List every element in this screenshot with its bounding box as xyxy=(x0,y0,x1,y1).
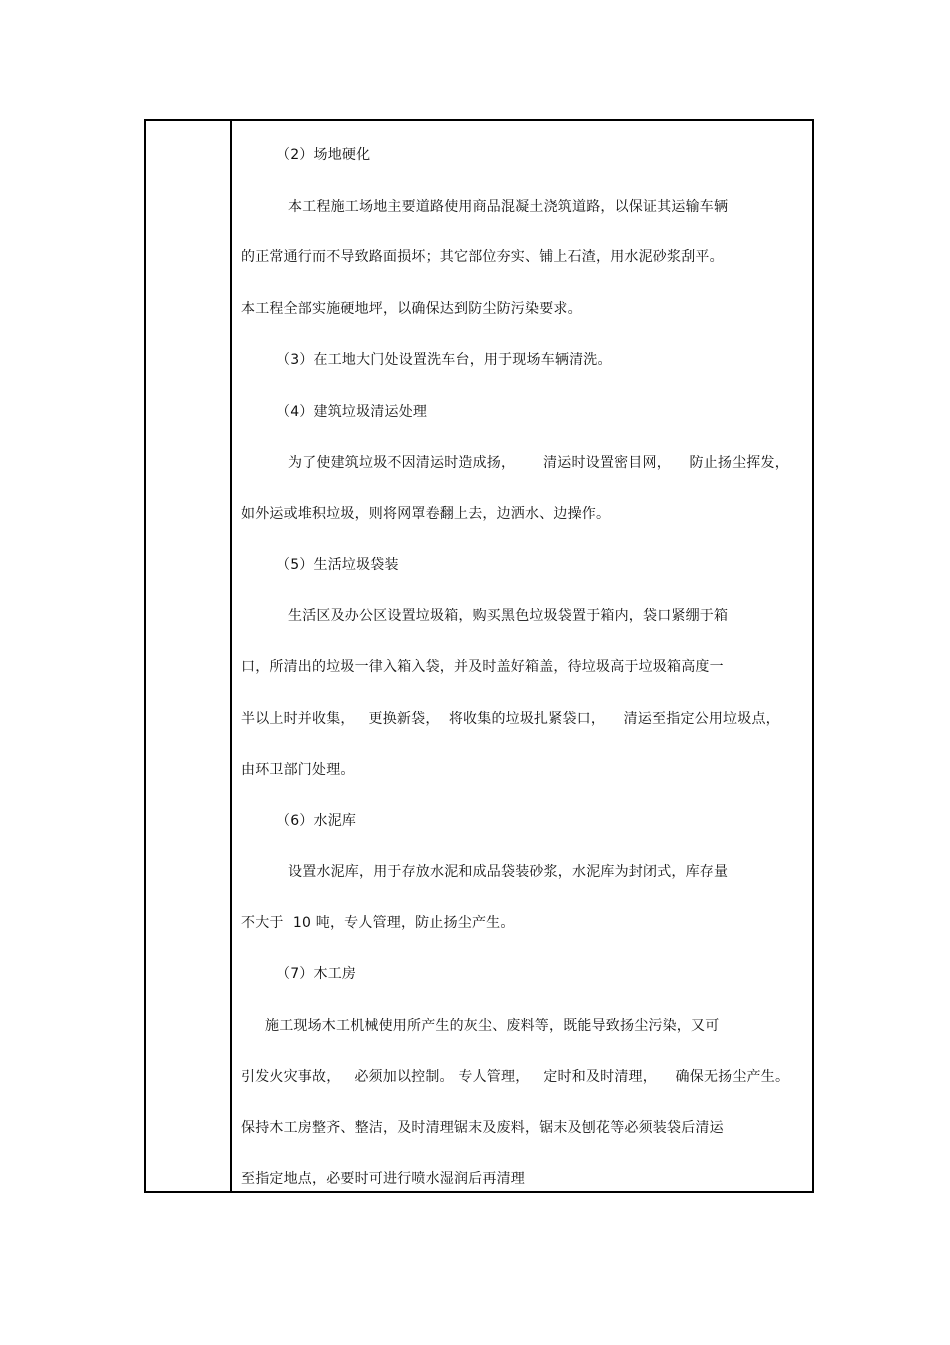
paragraph-line: 设置水泥库，用于存放水泥和成品袋装砂浆，水泥库为封闭式，库存量 xyxy=(288,864,729,880)
section-heading-construction-waste: （4）建筑垃圾清运处理 xyxy=(276,404,428,420)
paragraph-line: 引发火灾事故， 必须加以控制。 专人管理， 定时和及时清理， 确保无扬尘产生。 xyxy=(241,1069,790,1085)
section-heading-car-wash: （3）在工地大门处设置洗车台，用于现场车辆清洗。 xyxy=(276,352,612,368)
paragraph-line: 本工程全部实施硬地坪，以确保达到防尘防污染要求。 xyxy=(241,301,582,317)
paragraph-line: 至指定地点，必要时可进行喷水湿润后再清理 xyxy=(241,1171,525,1187)
paragraph-line: 保持木工房整齐、整洁，及时清理锯末及废料，锯末及刨花等必须装袋后清运 xyxy=(241,1120,724,1136)
paragraph-line: 口，所清出的垃圾一律入箱入袋，并及时盖好箱盖，待垃圾高于垃圾箱高度一 xyxy=(241,659,724,675)
paragraph-line: 半以上时并收集， 更换新袋， 将收集的垃圾扎紧袋口， 清运至指定公用垃圾点， xyxy=(241,711,780,727)
paragraph-line: 由环卫部门处理。 xyxy=(241,762,355,778)
paragraph-line: 不大于 10 吨，专人管理，防止扬尘产生。 xyxy=(241,915,515,931)
paragraph-line: 施工现场木工机械使用所产生的灰尘、废料等，既能导致扬尘污染，又可 xyxy=(265,1018,720,1034)
paragraph-line: 为了使建筑垃圾不因清运时造成扬， 清运时设置密目网， 防止扬尘挥发， xyxy=(288,455,789,471)
section-heading-site-hardening: （2）场地硬化 xyxy=(276,147,371,163)
table-content-cell xyxy=(232,121,812,1191)
paragraph-line: 生活区及办公区设置垃圾箱，购买黑色垃圾袋置于箱内，袋口紧绷于箱 xyxy=(288,608,729,624)
paragraph-line: 的正常通行而不导致路面损坏；其它部位夯实、铺上石渣，用水泥砂浆刮平。 xyxy=(241,249,724,265)
section-heading-cement-store: （6）水泥库 xyxy=(276,813,357,829)
section-heading-carpentry-room: （7）木工房 xyxy=(276,966,357,982)
section-heading-household-waste: （5）生活垃圾袋装 xyxy=(276,557,399,573)
content-table xyxy=(144,119,814,1193)
paragraph-line: 如外运或堆积垃圾，则将网罩卷翻上去，边洒水、边操作。 xyxy=(241,506,611,522)
table-left-cell xyxy=(146,121,232,1191)
paragraph-line: 本工程施工场地主要道路使用商品混凝土浇筑道路，以保证其运输车辆 xyxy=(288,199,729,215)
